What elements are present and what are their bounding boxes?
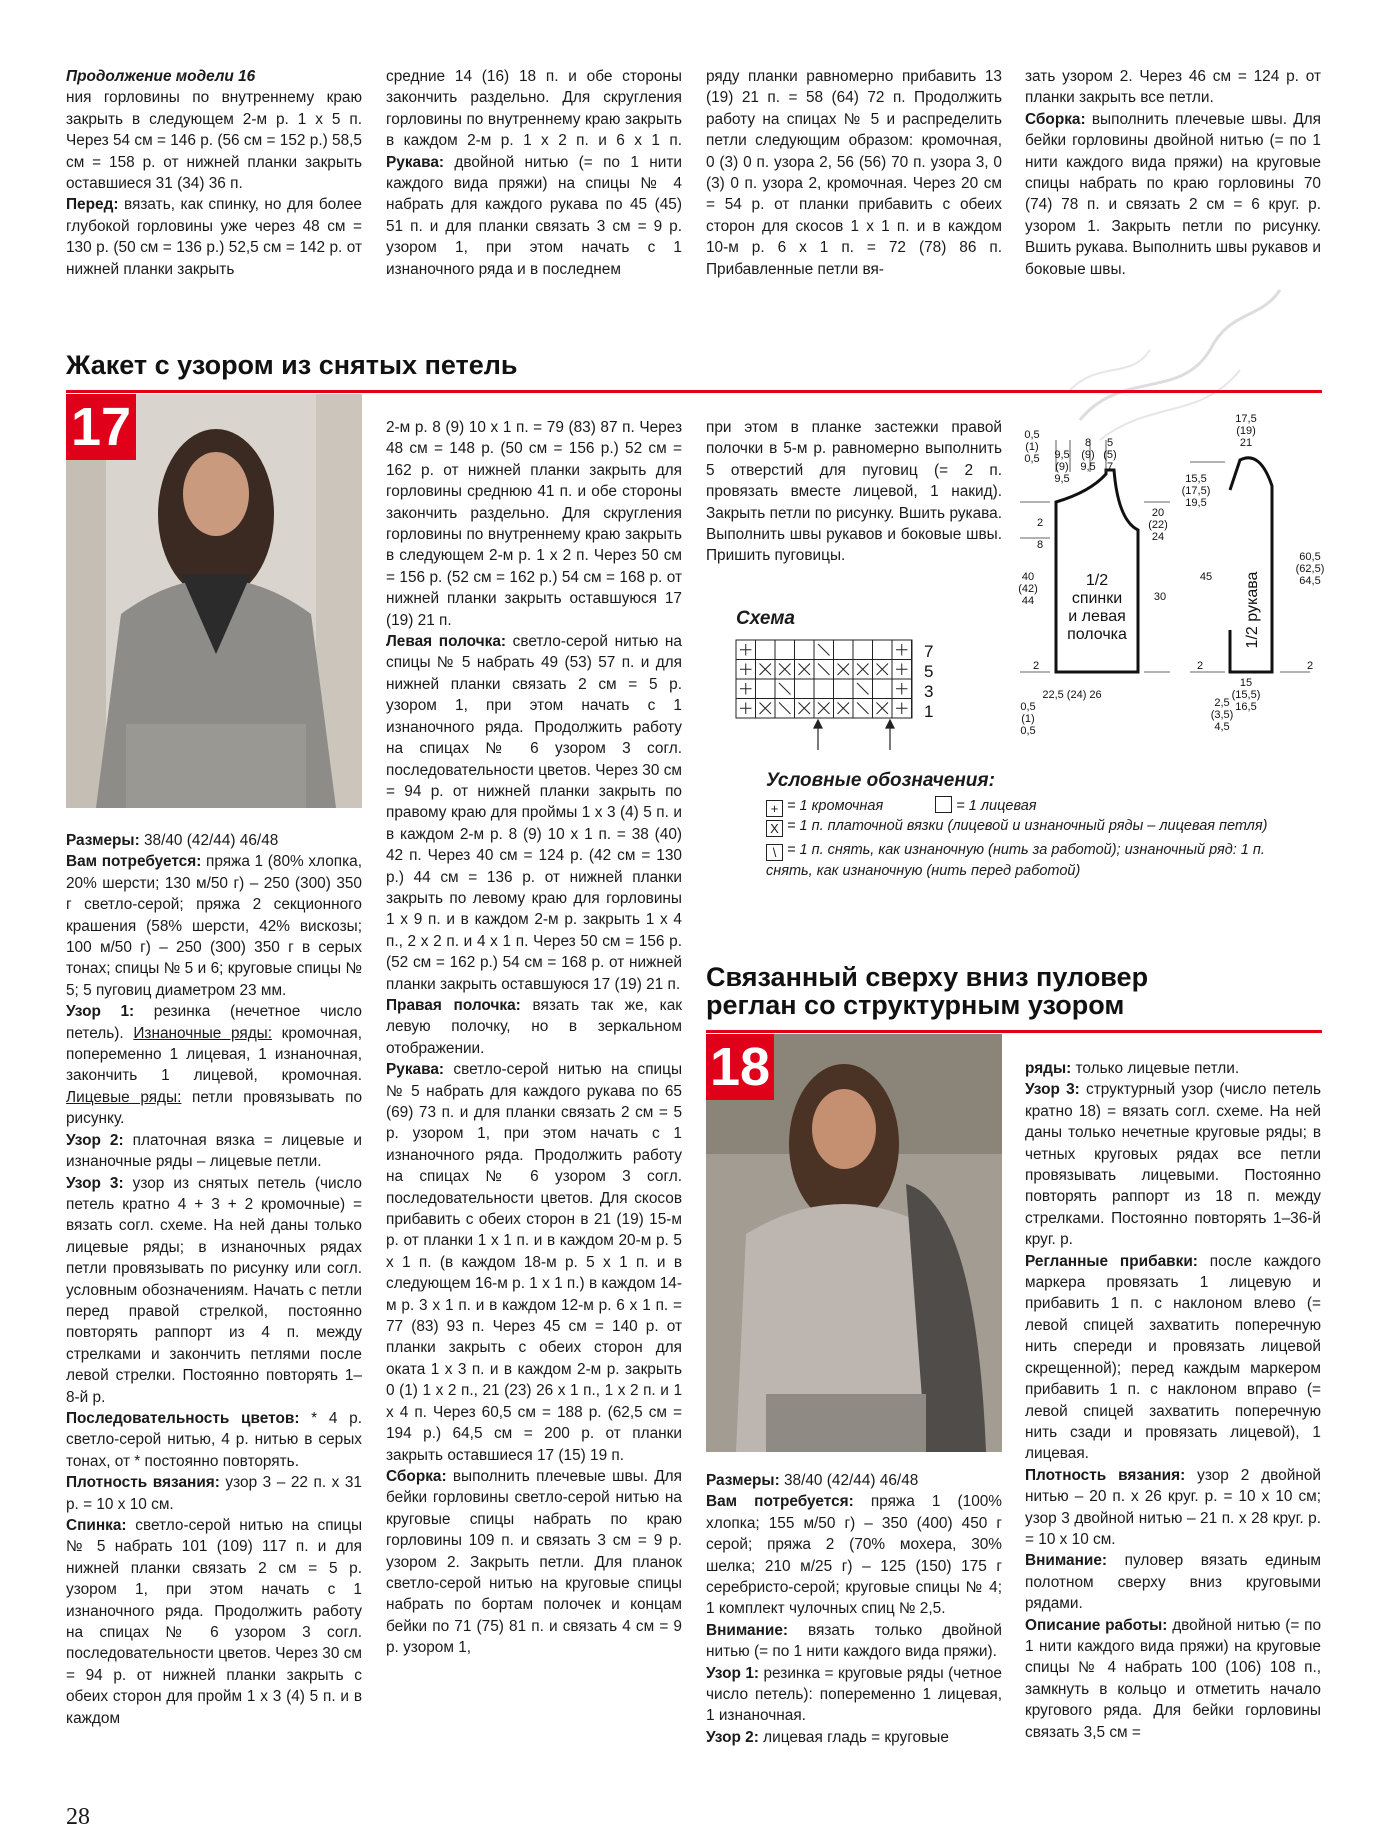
- measurement-label: (9): [1055, 461, 1069, 473]
- measurement-label: (15,5): [1231, 689, 1261, 701]
- color-sequence-label: Последовательность цветов:: [66, 1409, 300, 1427]
- measurement-label: 2,5: [1214, 697, 1230, 709]
- attention-label: Внимание:: [706, 1621, 789, 1639]
- paragraph: резинка = круговые ряды (четное число петель): попеременно 1 лицевая, 1 изнаночная.: [706, 1664, 1002, 1725]
- paragraph: 2-м р. 8 (9) 10 х 1 п. = 79 (83) 87 п. Через 48 см = 148 р. (50 см = 156 р.) 52 см = 162 р. от нижней планки закрыть для горловины среднюю 41 п. и обе стороны закончить раздельно. Для скругления горловины по внутреннему краю закрыть в следующем 2-м р. 1 х 2 п. Через 50 см = 156 р. (52 см = 162 р.) 54 см = 168 р. от нижней планки закрыть оставшуюся 17 (19) 21 п.: [386, 419, 682, 629]
- chart-row-label: 1: [924, 702, 934, 721]
- pattern1-label: Узор 1:: [66, 1003, 135, 1021]
- plus-icon: [896, 703, 908, 715]
- plus-icon: [740, 644, 752, 656]
- measurement-label: 22,5 (24) 26: [1042, 689, 1102, 701]
- measurement-label: 2: [1196, 660, 1204, 672]
- model17-col-left: [66, 830, 362, 1729]
- cross-icon: X: [766, 820, 783, 837]
- slash-icon: [857, 683, 869, 695]
- chart-cell: [873, 679, 893, 699]
- title-rule: [706, 1030, 1322, 1033]
- measurement-label: 5: [1106, 437, 1114, 449]
- paragraph: кромочная, попеременно 1 лицевая, 1 изнаночная, закончить 1 лицевой, кромочная.: [66, 1024, 362, 1085]
- plus-icon: [896, 644, 908, 656]
- model17-title: Жакет с узором из снятых петель: [66, 350, 518, 380]
- cross-icon: [877, 703, 889, 715]
- slash-icon: \: [766, 844, 783, 861]
- left-front-label: Левая полочка:: [386, 633, 507, 651]
- measurement-label: 60,5: [1299, 551, 1321, 563]
- right-front-label: Правая полочка:: [386, 996, 521, 1014]
- cross-icon: [799, 703, 811, 715]
- paragraph: пряжа 1 (100% хлопка; 155 м/50 г) – 350 (400) 450 г серой; пряжа 2 (70% мохера, 30% шелка; 210 м/25 г) – 125 (150) 175 г серебристо-серой; круговые спицы № 4; 1 комплект чулочных спиц № 2,5.: [706, 1493, 1002, 1618]
- pattern2-label: Узор 2:: [66, 1131, 124, 1149]
- model18-title-line2: реглан со структурным узором: [706, 990, 1125, 1020]
- sleeve-label: 1/2 рукава: [1244, 571, 1261, 649]
- chart-row-label: 7: [924, 642, 934, 661]
- pattern3-label: Узор 3:: [1025, 1081, 1080, 1099]
- rows-label: ряды:: [1025, 1060, 1072, 1077]
- model17-col-mid: [386, 417, 682, 1659]
- measurement-label: 15,5: [1185, 473, 1207, 485]
- measurement-label: (1): [1021, 713, 1035, 725]
- title-rule: [66, 390, 1322, 393]
- top-col-4: [1025, 66, 1321, 280]
- back-label: Спинка:: [66, 1517, 127, 1534]
- chart-cell: [775, 640, 795, 660]
- chart-row-label: 3: [924, 682, 934, 701]
- empty-square-icon: [935, 796, 952, 813]
- paragraph: структурный узор (число петель кратно 18) = вязать согл. схеме. На ней даны только нечетные круговые ряды; в четных круговых рядах все петли провязывать лицевыми. Постоянно повторять раппорт из 18 п. между стрелками. Постоянно повторять 1–36-й круг. р.: [1025, 1081, 1321, 1249]
- assembly-label: Сборка:: [386, 1467, 447, 1485]
- paragraph: выполнить плечевые швы. Для бейки горловины светло-серой нитью на круговые спицы набрать по краю горловины 109 п. и связать 3 см = 9 р. узором 2. Закрыть петли. Для планок светло-серой нитью на круговые спицы набрать по бортам полочек и концам бейки по 71 (75) 81 п. и связать 4 см = 9 р. узором 1,: [386, 1467, 682, 1657]
- measurement-label: 2: [1032, 660, 1040, 672]
- measurement-label: (5): [1103, 449, 1117, 461]
- measurement-label: 2: [1036, 517, 1044, 529]
- top-col-1: [66, 66, 362, 280]
- measurement-label: 16,5: [1235, 701, 1257, 713]
- chart-row-label: 5: [924, 662, 934, 681]
- cross-icon: [760, 703, 772, 715]
- paragraph: резинка (нечетное число петель).: [66, 1003, 362, 1042]
- measurement-label: 44: [1021, 595, 1035, 607]
- description-label: Описание работы:: [1025, 1616, 1168, 1634]
- underlined-text: Изнаночные ряды:: [133, 1024, 273, 1042]
- measurement-label: 24: [1151, 531, 1165, 543]
- chart-cell: [795, 679, 815, 699]
- measurement-label: 0,5: [1020, 701, 1036, 713]
- gauge-label: Плотность вязания:: [66, 1474, 220, 1492]
- chart-cell: [834, 679, 854, 699]
- measurement-label: 8: [1084, 437, 1092, 449]
- legend-title: Условные обозначения:: [766, 770, 995, 791]
- schema-label: Схема: [736, 608, 796, 629]
- sizes-label: Размеры:: [66, 832, 140, 849]
- section-label: Сборка:: [1025, 110, 1086, 128]
- legend-row-edge: [766, 796, 1037, 817]
- legend-row-slip: [766, 840, 1266, 882]
- paragraph: средние 14 (16) 18 п. и обе стороны закончить раздельно. Для скругления горловины по внутреннему краю закрыть в каждом 2-м р. 1 х 2 п. и 6 х 1 п.: [386, 68, 682, 150]
- measurement-label: 4,5: [1214, 721, 1230, 733]
- body-label: 1/2: [1085, 572, 1109, 589]
- paragraph: пуловер вязать единым полотном сверху вниз круговыми рядами.: [1025, 1552, 1321, 1613]
- measurement-label: 0,5: [1024, 453, 1040, 465]
- paragraph: ряду планки равномерно прибавить 13 (19) 21 п. = 58 (64) 72 п. Продолжить работу на спицах № 5 и распределить петли следующим образом: кромочная, 0 (3) 0 п. узора 2, 56 (56) 70 п. узора 3, 0 (3) 0 п. узора 2, кромочная. Через 20 см = 54 р. от планки прибавить с обеих сторон для скосов 1 х 1 п. и в каждом 10-м р. 6 х 1 п. = 72 (78) 86 п. Прибавленные петли вя-: [706, 68, 1002, 278]
- body-label: полочка: [1067, 626, 1127, 643]
- paragraph: после каждого маркера провязать 1 лицевую и прибавить 1 п. с наклоном влево (= левой спицей захватить поперечную нить спереди и провязать лицевой скрещенной); перед каждым маркером прибавить 1 п. с наклоном вправо (= левой спицей захватить поперечную нить сзади и провязать лицевой), 1 лицевая.: [1025, 1252, 1321, 1463]
- chart-cell: [834, 640, 854, 660]
- slash-icon: [857, 703, 869, 715]
- paragraph: пряжа 1 (80% хлопка, 20% шерсти; 130 м/50 г) – 250 (300) 350 г светло-серой; пряжа 2 секционного крашения (58% шерсти, 42% вискозы; 100 м/50 г) – 250 (300) 350 г в серых тонах; спицы № 5 и 6; круговые спицы № 5; 5 пуговиц диаметром 23 мм.: [66, 853, 362, 999]
- paragraph: вязать, как спинку, но для более глубокой горловины уже через 48 см = 130 р. (50 см = 136 р.) 52,5 см = 142 р. от нижней планки закрыть: [66, 196, 362, 278]
- cross-icon: [818, 703, 830, 715]
- cross-icon: [779, 664, 791, 676]
- chart-cell: [795, 640, 815, 660]
- raglan-label: Регланные прибавки:: [1025, 1252, 1198, 1270]
- model18-title-line1: Связанный сверху вниз пуловер: [706, 962, 1149, 992]
- paragraph: 38/40 (42/44) 46/48: [139, 832, 279, 849]
- paragraph: зать узором 2. Через 46 см = 124 р. от планки закрыть все петли.: [1025, 68, 1321, 107]
- cross-icon: [857, 664, 869, 676]
- legend-text: = 1 п. снять, как изнаночную (нить за работой); изнаночный ряд: 1 п. снять, как изнаночную (нить перед работой): [766, 842, 1265, 879]
- paragraph: выполнить плечевые швы. Для бейки горловины двойной нитью (= по 1 нити каждого вида пряжи) на круговые спицы набрать по краю горловины 70 (74) 78 п. и связать 2 см = 6 круг. р. узором 1. Закрыть петли по рисунку. Вшить рукава. Выполнить швы рукавов и боковые швы.: [1025, 110, 1321, 278]
- paragraph: петли провязывать по рисунку.: [66, 1088, 363, 1128]
- measurement-label: 9,5: [1054, 449, 1070, 461]
- paragraph: платочная вязка = лицевые и изнаночные ряды – лицевые петли.: [66, 1131, 362, 1171]
- paragraph: узор 3 – 22 п. х 31 р. = 10 х 10 см.: [66, 1474, 362, 1513]
- plus-icon: +: [766, 800, 783, 817]
- section-label: Перед:: [66, 196, 119, 214]
- body-label: спинки: [1071, 590, 1123, 607]
- paragraph: вязать так же, как левую полочку, но в зеркальном отображении.: [386, 996, 683, 1057]
- measurement-label: 64,5: [1299, 575, 1321, 587]
- materials-label: Вам потребуется:: [706, 1493, 854, 1511]
- measurement-label: 40: [1021, 571, 1035, 583]
- cross-icon: [838, 703, 850, 715]
- cross-icon: [838, 664, 850, 676]
- measurement-label: 2: [1306, 660, 1314, 672]
- measurement-label: 8: [1036, 539, 1044, 551]
- paragraph: ния горловины по внутреннему краю закрыть в следующем 2-м р. 1 х 5 п. Через 54 см = 146 р. (56 см = 152 р.) 58,5 см = 158 р. от нижней планки закрыть оставшиеся 31 (34) 36 п.: [66, 89, 362, 193]
- measurement-label: (9): [1081, 449, 1095, 461]
- legend-row-garter: [766, 818, 1267, 837]
- model17-col-right: [706, 417, 1002, 567]
- page-number: 28: [66, 1804, 90, 1830]
- measurement-label: 9,5: [1054, 473, 1070, 485]
- paragraph: двойной нитью (= по 1 нити каждого вида пряжи) на круговые спицы № 4 набрать 100 (106) 108 п., замкнуть в кольцо и отметить начало кругового ряда. Для бейки горловины связать 3,5 см =: [1025, 1616, 1321, 1741]
- measurement-label: (3,5): [1210, 709, 1234, 721]
- chart-cell: [853, 640, 873, 660]
- top-col-2: [386, 66, 682, 280]
- plus-icon: [740, 703, 752, 715]
- paragraph: светло-серой нитью на спицы № 5 набрать для каждого рукава по 65 (69) 73 п. и для планки связать 2 см = 5 р. узором 1, при этом начать с 1 изнаночного ряда. Продолжить работу на спицах № 6 узором 3 согл. последовательности цветов. Для скосов прибавить с обеих сторон в 21 (19) 15-м р. от планки 1 х 1 п. и в каждом 20-м р. 5 х 1 п. (в каждом 18-м р. 5 х 1 п. и в следующем 16-м р. 1 х 1 п.) в каждом 14-м р. 3 х 1 п. и в каждом 12-м р. 6 х 1 п. = 77 (83) 93 п. Через 45 см = 140 р. от планки закрыть с обеих сторон для оката 1 х 3 п. и в каждом 2-м р. закрыть 0 (1) 1 х 2 п., 21 (23) 26 х 1 п., 1 х 2 п. и 1 х 4 п. Через 60,5 см = 188 р. (62,5 см = 194 р.) 64,5 см = 200 р. от планки закрыть оставшиеся 17 (15) 19 п.: [386, 1061, 682, 1464]
- measurement-label: (19): [1236, 425, 1256, 437]
- gauge-label: Плотность вязания:: [1025, 1466, 1186, 1484]
- chart-cell: [756, 640, 776, 660]
- body-label: и левая: [1068, 608, 1126, 625]
- measurement-label: 17,5: [1235, 413, 1257, 425]
- continuation-label: Продолжение модели 16: [66, 68, 256, 85]
- paragraph: при этом в планке застежки правой полочки в 5-м р. равномерно выполнить 5 отверстий для пуговиц (= 2 п. провязать вместе лицевой, 1 накид). Закрыть петли по рисунку. Вшить рукава. Выполнить швы рукавов и боковые швы. Пришить пуговицы.: [706, 419, 1002, 565]
- measurement-label: 20: [1151, 507, 1165, 519]
- model18-col-right: [1025, 1058, 1321, 1743]
- paragraph: двойной нитью (= по 1 нити каждого вида пряжи) на спицы № 4 набрать для каждого рукава по 45 (45) 51 п. и для планки связать 3 см = 9 р. узором 1, при этом начать с 1 изнаночного ряда и в последнем: [386, 153, 682, 278]
- pattern1-label: Узор 1:: [706, 1664, 760, 1682]
- paragraph: 38/40 (42/44) 46/48: [779, 1472, 919, 1489]
- chart-cell: [756, 679, 776, 699]
- plus-icon: [896, 683, 908, 695]
- measurement-label: (62,5): [1295, 563, 1325, 575]
- pattern3-label: Узор 3:: [66, 1174, 124, 1192]
- section-label: Рукава:: [386, 153, 445, 171]
- slash-icon: [779, 683, 791, 695]
- measurement-label: 7: [1106, 461, 1114, 473]
- slash-icon: [818, 664, 830, 676]
- measurement-label: 0,5: [1020, 725, 1036, 737]
- garment-schematic: [1010, 410, 1330, 740]
- materials-label: Вам потребуется:: [66, 853, 202, 871]
- paragraph: светло-серой нитью на спицы № 5 набрать 101 (109) 117 п. и для нижней планки связать 2 см = 5 р. узором 1, при этом начать с 1 изнаночного ряда. Продолжить работу на спицах № 6 узором 3 согл. последовательности цветов. Через 30 см = 94 р. от нижней планки закрыть с обеих сторон для пройм 1 х 3 (4) 5 п. и в каждом: [66, 1517, 362, 1727]
- measurement-label: 45: [1199, 571, 1213, 583]
- pattern2-label: Узор 2:: [706, 1728, 759, 1746]
- plus-icon: [740, 664, 752, 676]
- paragraph: * 4 р. светло-серой нитью, 4 р. нитью в серых тонах, от * постоянно повторять.: [66, 1409, 362, 1470]
- paragraph: лицевая гладь = круговые: [758, 1728, 949, 1746]
- measurement-label: 21: [1239, 437, 1253, 449]
- measurement-label: (22): [1148, 519, 1168, 531]
- paragraph: светло-серой нитью на спицы № 5 набрать 49 (53) 57 п. и для нижней планки связать 2 см = 5 р. узором 1, при этом начать с 1 изнаночного ряда. Продолжить работу на спицах № 6 узором 3 согл. последовательности цветов. Через 30 см = 94 р. от нижней планки закрыть по правому краю для проймы 1 х 3 (4) 5 п. и в каждом 2-м р. 8 (9) 10 х 1 п. = 38 (40) 42 п. Через 40 см = 124 р. (42 см = 130 р.) 44 см = 136 р. от нижней планки закрыть по левому краю для горловины 1 х 9 п. и в каждом 2-м р. закрыть 1 х 4 п., 2 х 2 п. и 4 х 1 п. Через 50 см = 156 р. (52 см = 162 р.) 54 см = 168 р. от нижней планки закрыть оставшуюся 17 (19) 21 п.: [386, 633, 682, 993]
- paragraph: только лицевые петли.: [1071, 1060, 1240, 1077]
- measurement-label: 0,5: [1024, 429, 1040, 441]
- model18-number: 18: [706, 1034, 774, 1100]
- slash-icon: [779, 703, 791, 715]
- attention-label: Внимание:: [1025, 1552, 1108, 1570]
- measurement-label: 19,5: [1185, 497, 1207, 509]
- measurement-label: (1): [1025, 441, 1039, 453]
- measurement-label: 15: [1239, 677, 1253, 689]
- chart-cell: [814, 679, 834, 699]
- paragraph: узор из снятых петель (число петель кратно 4 + 3 + 2 кромочные) = вязать согл. схеме. На ней даны только лицевые ряды; в изнаночных рядах петли провязывать по рисунку или согл. условным обозначениям. Начать с петли перед правой стрелкой, постоянно повторять раппорт из 4 п. между стрелками и закончить петлями после левой стрелки. Постоянно повторять 1–8-й р.: [66, 1174, 362, 1406]
- cross-icon: [760, 664, 772, 676]
- cross-icon: [799, 664, 811, 676]
- legend-text: = 1 кромочная: [787, 798, 884, 814]
- paragraph: вязать только двойной нитью (= по 1 нити каждого вида пряжи).: [706, 1621, 1002, 1661]
- measurement-label: (42): [1018, 583, 1038, 595]
- model18-col-left: [706, 1470, 1002, 1748]
- cross-icon: [877, 664, 889, 676]
- legend-text: = 1 п. платочной вязки (лицевой и изнаночный ряды – лицевая петля): [787, 818, 1268, 834]
- plus-icon: [896, 664, 908, 676]
- measurement-label: 9,5: [1080, 461, 1096, 473]
- chart-cell: [873, 640, 893, 660]
- sleeves-label: Рукава:: [386, 1061, 445, 1079]
- model17-number: 17: [66, 394, 136, 460]
- plus-icon: [740, 683, 752, 695]
- slash-icon: [818, 644, 830, 656]
- sizes-label: Размеры:: [706, 1472, 780, 1489]
- legend-text: = 1 лицевая: [956, 798, 1037, 814]
- stitch-chart: [734, 638, 954, 756]
- top-col-3: [706, 66, 1002, 280]
- paragraph: узор 2 двойной нитью – 20 п. х 26 круг. р. = 10 х 10 см; узор 3 двойной нитью – 21 п. х 28 круг. р. = 10 х 10 см.: [1025, 1466, 1321, 1548]
- measurement-label: 30: [1153, 591, 1167, 603]
- measurement-label: (17,5): [1181, 485, 1211, 497]
- underlined-text: Лицевые ряды:: [66, 1088, 182, 1106]
